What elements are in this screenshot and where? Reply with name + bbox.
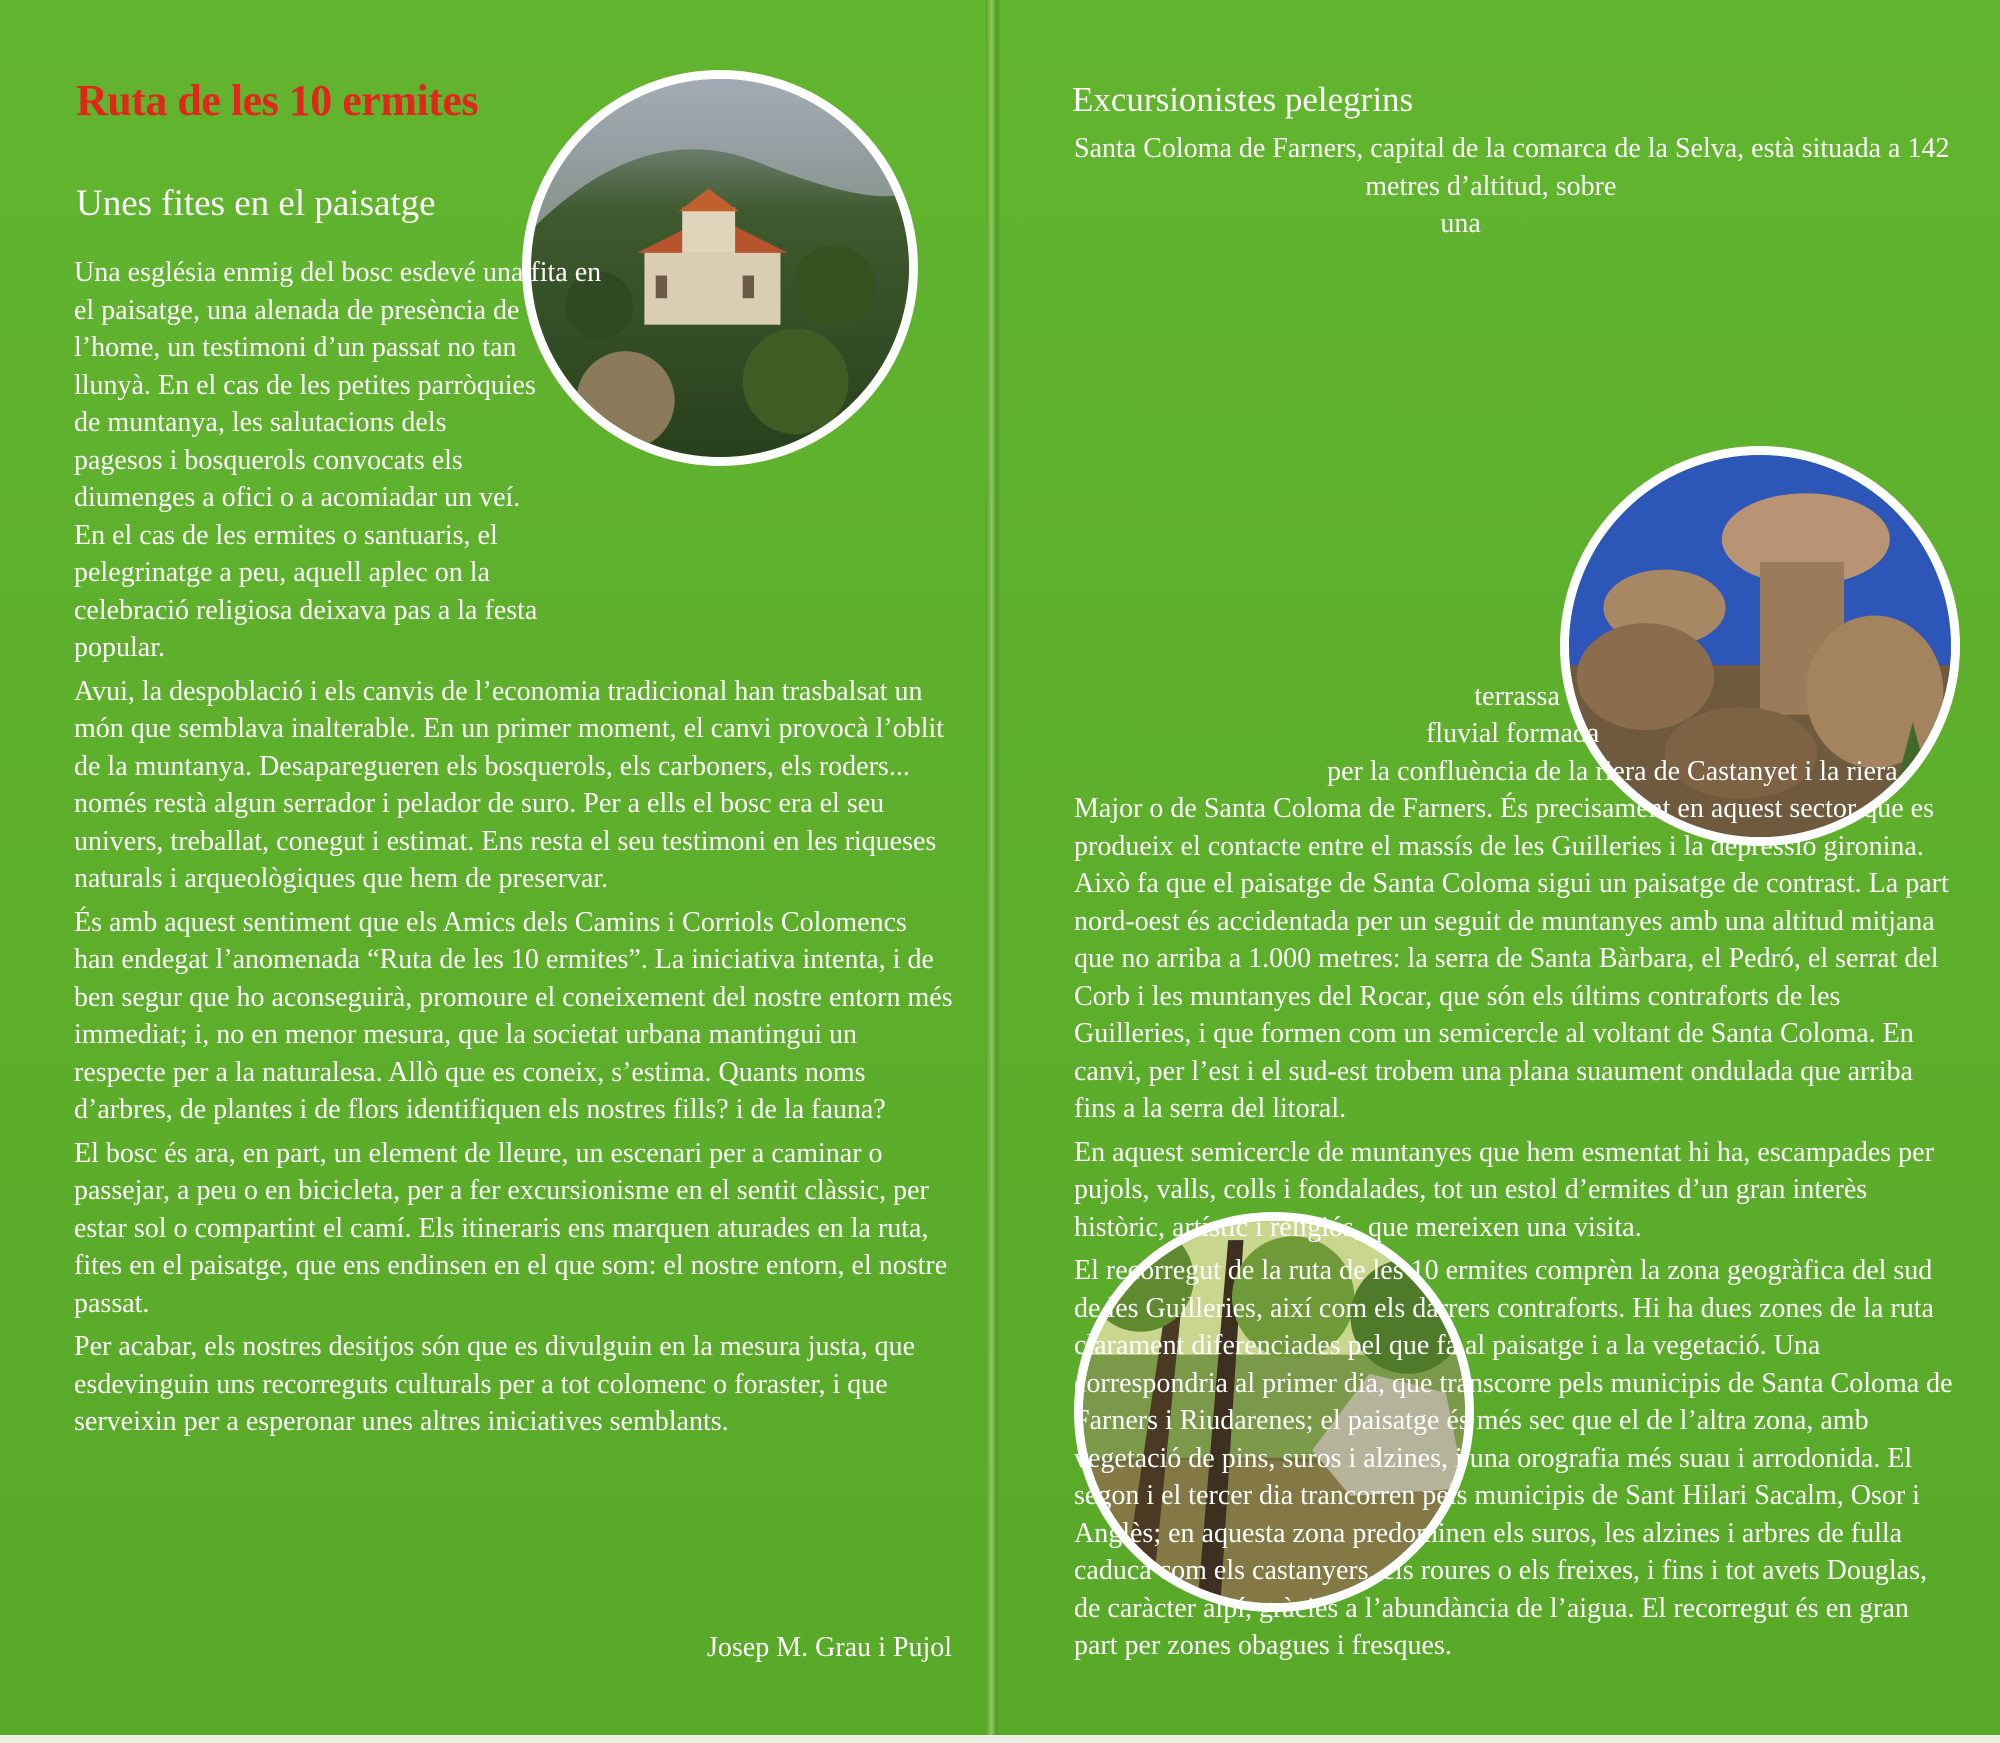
page-title: Ruta de les 10 ermites (76, 76, 479, 125)
page-fold (986, 0, 1000, 1743)
paragraph: El recorregut de la ruta de les 10 ermites comprèn la zona geogràfica del sud de les Guilleries, així com els darrers contraforts. Hi ha dues zones de la ruta clarament diferenciades pel que fa al paisatge i a la vegetació. Una correspondria al primer dia, que transcorre pels municipis de Santa Coloma de Farners i Riudarenes; el paisatge és més sec que el de l’altra zona, amb vegetació de pins, suros i alzines, i una orografia més suau i arrodonida. El segon i el tercer dia trancorren pels municipis de Sant Hilari Sacalm, Osor i Anglès; en aquesta zona predominen els suros, les alzines i arbres de fulla caduca com els castanyers, els roures o els freixes, i fins i tot avets Douglas, de caràcter alpí, gràcies a l’abundància de l’aigua. El recorregut és en gran part per zones obagues i fresques. (1074, 1255, 1953, 1661)
paragraph: Santa Coloma de Farners, capital de la comarca de la Selva, està situada a 142 metres d’altitud, sobre una terrassa fluvial formada per la confluència de la riera de Castanyet i la riera Major o de Santa Coloma de Farners. És precisament en aquest sector que es produeix el contacte entre el massís de les Guilleries i la depressió gironina. Això fa que el paisatge de Santa Coloma sigui un paisatge de contrast. La part nord-oest és accidentada per un seguit de muntanyes amb una altitud mitjana que no arriba a 1.000 metres: la serra de Santa Bàrbara, el Pedró, el serrat del Corb i les muntanyes del Rocar, que són els últims contraforts de les Guilleries, i que formen com un semicercle al voltant de Santa Coloma. En canvi, per l’est i el sud-est trobem una plana suaument ondulada que arriba fins a la serra del litoral. (1074, 133, 1950, 1124)
paragraph: És amb aquest sentiment que els Amics dels Camins i Corriols Colomencs han endegat l’anomenada “Ruta de les 10 ermites”. La iniciativa intenta, i de ben segur que ho aconseguirà, promoure el coneixement del nostre entorn més immediat; i, no en menor mesura, que la societat urbana mantingui un respecte per a la naturalesa. Allò que es coneix, s’estima. Quants noms d’arbres, de plantes i de flors identifiquen els nostres fills? i de la fauna? (74, 906, 953, 1125)
page-subtitle: Unes fites en el paisatge (76, 183, 436, 224)
paragraph: Per acabar, els nostres desitjos són que es divulguin en la mesura justa, que esdevinguin uns recorreguts culturals per a tot colomenc o foraster, i que serveixin per a esperonar unes altres iniciatives semblants. (74, 1331, 916, 1437)
right-body (1074, 130, 1954, 1671)
section-heading: Excursionistes pelegrins (1072, 80, 1414, 119)
paragraph: El bosc és ara, en part, un element de lleure, un escenari per a caminar o passejar, a peu o en bicicleta, per a fer excursionisme en el sentit clàssic, per estar sol o compartint el camí. Els itineraris ens marquen aturades en la ruta, fites en el paisatge, que ens endinsen en el que som: el nostre entorn, el nostre passat. (74, 1137, 948, 1319)
paragraph: Una església enmig del bosc esdevé una fita en el paisatge, una alenada de presència de l’home, un testimoni d’un passat no tan llunyà. En el cas de les petites parròquies de muntanya, les salutacions dels pagesos i bosquerols convocats els diumenges a ofici o a acomiadar un veí. En el cas de les ermites o santuaris, el pelegrinatge a peu, aquell aplec on la celebració religiosa deixava pas a la festa popular. (74, 257, 602, 663)
paragraph: En aquest semicercle de muntanyes que hem esmentat hi ha, escampades per pujols, valls, colls i fondalades, tot un estol d’ermites d’un gran interès històric, artístic i religiós, que mereixen una visita. (1074, 1136, 1934, 1243)
left-body (74, 254, 954, 1447)
page-edge (0, 1735, 2000, 1743)
author-signature: Josep M. Grau i Pujol (707, 1632, 952, 1663)
paragraph: Avui, la despoblació i els canvis de l’economia tradicional han trasbalsat un món que semblava inalterable. En un primer moment, el canvi provocà l’oblit de la muntanya. Desaparegueren els bosquerols, els carboners, els roders... només restà algun serrador i pelador de suro. Per a ells el bosc era el seu univers, treballat, conegut i estimat. Ens resta el seu testimoni en les riqueses naturals i arqueològiques que hem de preservar. (74, 675, 945, 894)
